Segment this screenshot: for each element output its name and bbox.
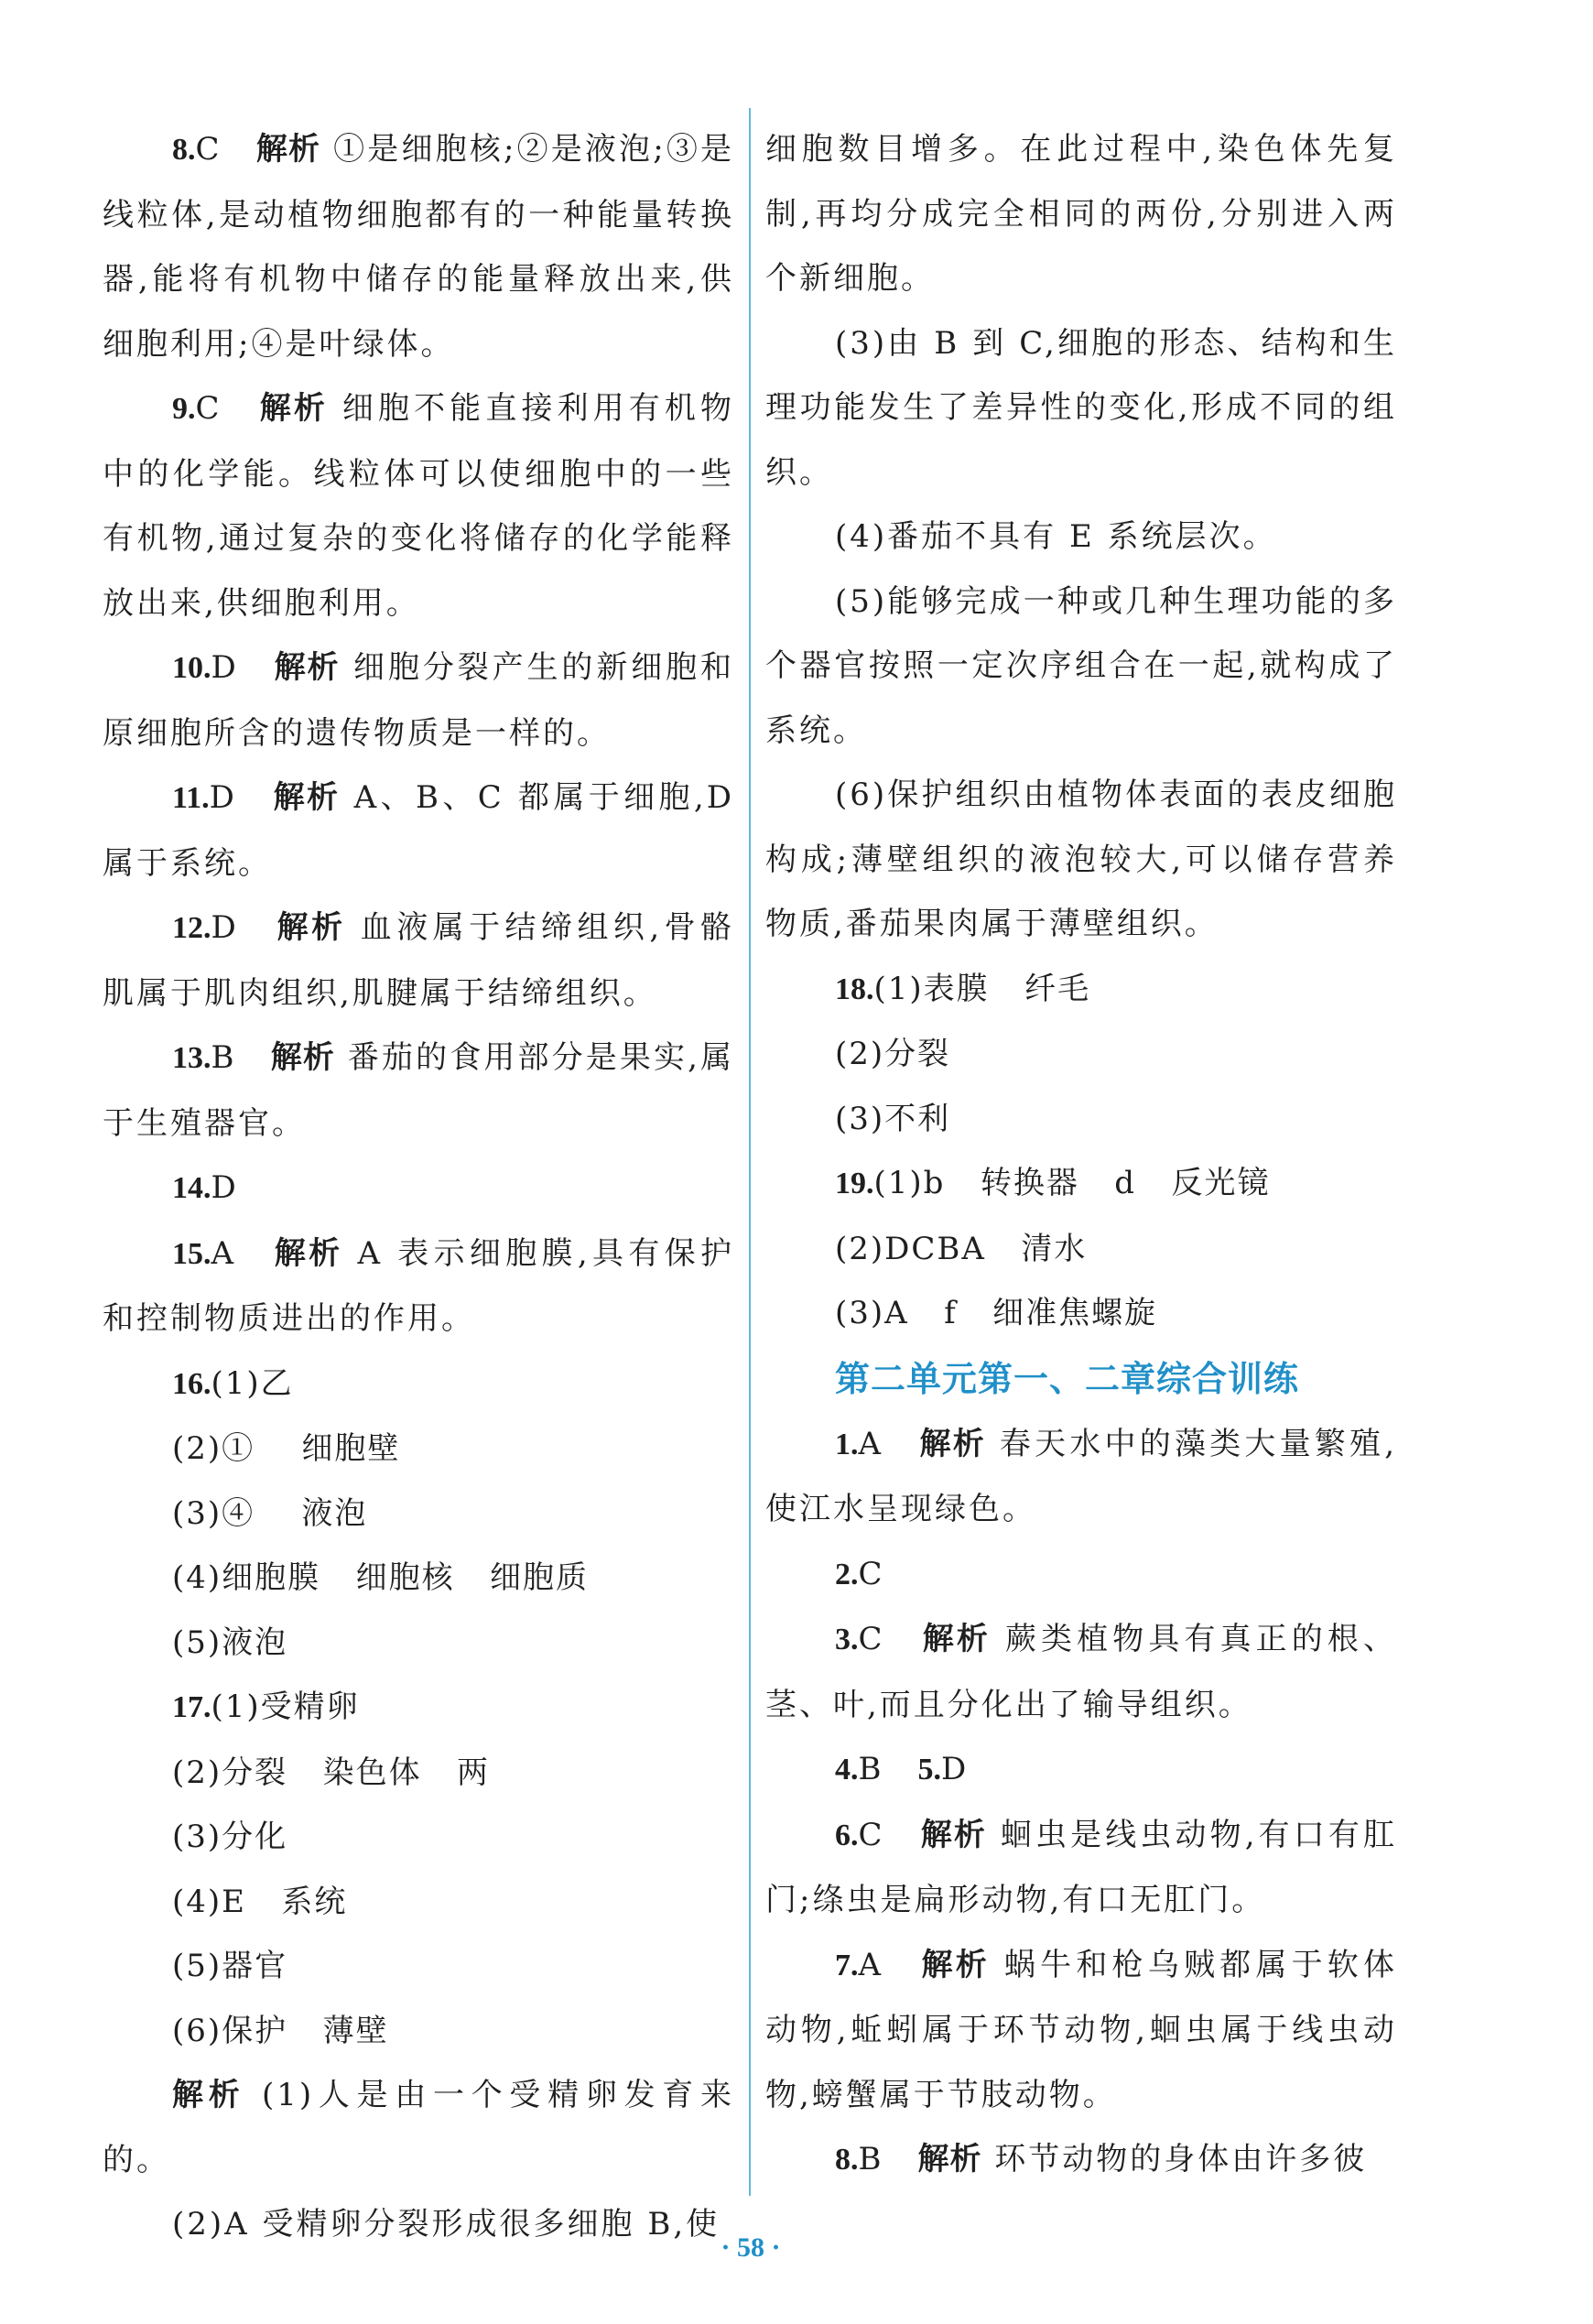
section-heading: 第二单元第一、二章综合训练 <box>835 1358 1300 1399</box>
answer-18-sub: (2)分裂 <box>835 1036 951 1072</box>
analysis-label: 解析 <box>273 779 341 816</box>
analysis-part-3: (3)由 B 到 C,细胞的形态、结构和生理功能发生了差异性的变化,形成不同的组织。 <box>765 324 1397 491</box>
section-answer-4-5: 4.B 5.D <box>835 1751 970 1787</box>
answer-17: 17.(1)受精卵 <box>172 1689 360 1725</box>
left-column <box>103 117 734 2257</box>
answer-19-sub: (3)A f 细准焦螺旋 <box>835 1295 1158 1331</box>
analysis-part-4: (4)番茄不具有 E 系统层次。 <box>835 518 1277 555</box>
answer-16-sub: (4)细胞膜 细胞核 细胞质 <box>172 1559 590 1596</box>
answer-9: 9.C 解析 细胞不能直接利用有机物中的化学能。线粒体可以使细胞中的一些有机物,通过复杂的变化将储存的化学能释放出来,供细胞利用。 <box>103 390 735 622</box>
answer-19-sub: (2)DCBA 清水 <box>835 1230 1088 1267</box>
answer-17-sub: (6)保护 薄壁 <box>172 2012 389 2049</box>
analysis-label: 解析 <box>919 1425 986 1462</box>
section-answer-6: 6.C 解析 蛔虫是线虫动物,有口有肛门;绦虫是扁形动物,有口无肛门。 <box>765 1816 1397 1918</box>
section-answer-8: 8.B 解析 环节动物的身体由许多彼 <box>835 2141 1368 2177</box>
answer-15: 15.A 解析 A 表示细胞膜,具有保护和控制物质进出的作用。 <box>103 1234 735 1337</box>
answer-16-sub: (5)液泡 <box>172 1624 288 1661</box>
analysis-part-5: (5)能够完成一种或几种生理功能的多个器官按照一定次序组合在一起,就构成了系统。 <box>765 582 1397 749</box>
analysis-label: 解析 <box>270 1039 335 1076</box>
answer-8: 8.C 解析 ①是细胞核;②是液泡;③是线粒体,是动植物细胞都有的一种能量转换器,能将有机物中储存的能量释放出来,供细胞利用;④是叶绿体。 <box>103 131 735 363</box>
section-answer-1: 1.A 解析 春天水中的藻类大量繁殖,使江水呈现绿色。 <box>765 1425 1398 1527</box>
analysis-label: 解析 <box>921 1946 990 1983</box>
analysis-label: 解析 <box>274 649 341 686</box>
analysis-label: 解析 <box>917 2141 982 2177</box>
analysis-label: 解析 <box>922 1621 991 1657</box>
continued-text: 细胞数目增多。在此过程中,染色体先复制,再均分成完全相同的两份,分别进入两个新细胞。 <box>765 131 1397 297</box>
analysis-part-6: (6)保护组织由植物体表面的表皮细胞构成;薄壁组织的液泡较大,可以储存营养物质,番茄果肉属于薄壁组织。 <box>765 776 1397 942</box>
answer-17-analysis: 解析 (1)人是由一个受精卵发育来的。 <box>103 2077 735 2178</box>
analysis-label: 解析 <box>172 2077 245 2113</box>
analysis-label: 解析 <box>920 1816 987 1853</box>
analysis-label: 解析 <box>276 909 346 946</box>
answer-18: 18.(1)表膜 纤毛 <box>835 970 1091 1007</box>
answer-12: 12.D 解析 血液属于结缔组织,骨骼肌属于肌肉组织,肌腱属于结缔组织。 <box>103 909 735 1012</box>
answer-17-sub: (5)器官 <box>172 1948 288 1984</box>
answer-17-analysis-cont: (2)A 受精卵分裂形成很多细胞 B,使 <box>172 2206 721 2243</box>
answer-10: 10.D 解析 细胞分裂产生的新细胞和原细胞所含的遗传物质是一样的。 <box>103 649 735 752</box>
answer-13: 13.B 解析 番茄的食用部分是果实,属于生殖器官。 <box>103 1039 734 1142</box>
answer-17-sub: (3)分化 <box>172 1819 288 1855</box>
section-answer-3: 3.C 解析 蕨类植物具有真正的根、茎、叶,而且分化出了输导组织。 <box>765 1621 1398 1723</box>
answer-17-sub: (4)E 系统 <box>172 1883 348 1920</box>
analysis-label: 解析 <box>259 390 328 427</box>
answer-11: 11.D 解析 A、B、C 都属于细胞,D属于系统。 <box>103 779 734 882</box>
answer-17-sub: (2)分裂 染色体 两 <box>172 1754 491 1791</box>
answer-16: 16.(1)乙 <box>172 1364 294 1402</box>
answer-19: 19.(1)b 转换器 d 反光镜 <box>835 1165 1271 1201</box>
analysis-label: 解析 <box>255 131 321 168</box>
column-divider <box>749 108 751 2196</box>
answer-16-sub: (2)① 细胞壁 <box>172 1430 401 1467</box>
answer-18-sub: (3)不利 <box>835 1100 951 1137</box>
section-answer-2: 2.C <box>835 1555 885 1592</box>
right-column <box>765 117 1397 2193</box>
page-number: · 58 · <box>721 2232 781 2263</box>
answer-14: 14.D <box>172 1169 239 1206</box>
answer-16-sub: (3)④ 液泡 <box>172 1494 368 1532</box>
analysis-label: 解析 <box>274 1234 343 1272</box>
section-answer-7: 7.A 解析 蜗牛和枪乌贼都属于软体动物,蚯蚓属于环节动物,蛔虫属于线虫动物,螃蟹属于节肢动物。 <box>765 1946 1398 2113</box>
